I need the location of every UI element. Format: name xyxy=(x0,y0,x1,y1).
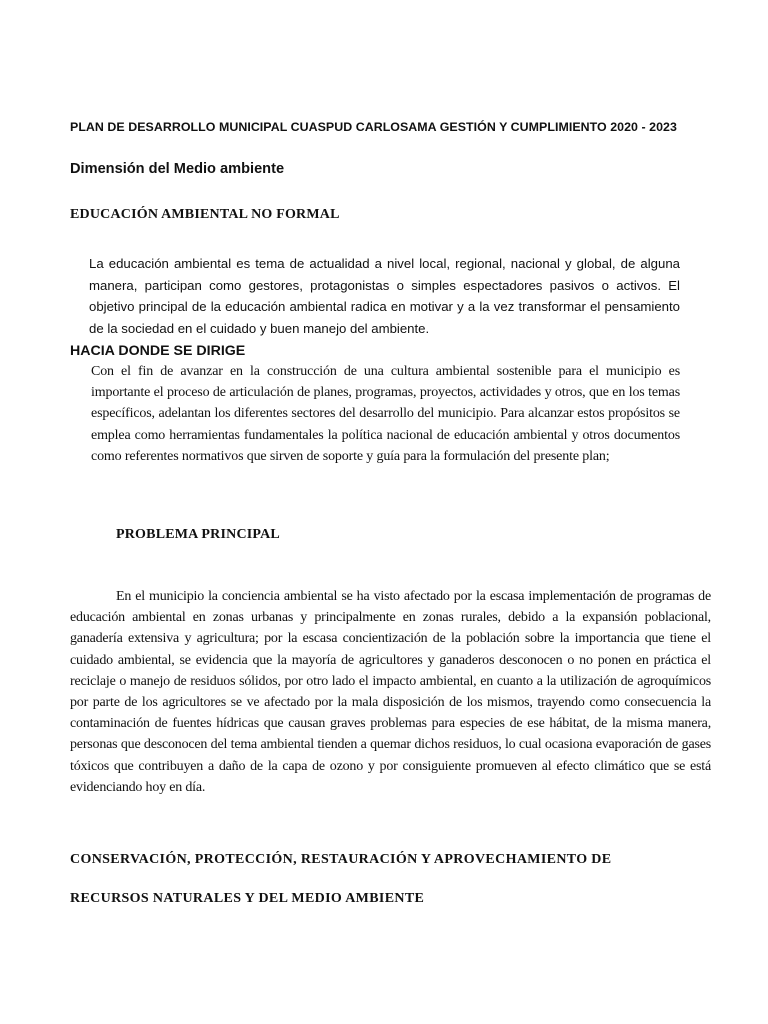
section-heading-educacion: EDUCACIÓN AMBIENTAL NO FORMAL xyxy=(70,207,340,222)
paragraph-educacion: La educación ambiental es tema de actualidad a nivel local, regional, nacional y global, de alguna manera, participan como gestores, protagonistas o simples espectadores pasivos o activos. El objetivo principal de la educación ambiental radica en motivar y a la vez transformar el pensamiento de la sociedad en el cuidado y buen manejo del ambiente. xyxy=(89,256,680,336)
dimension-heading: Dimensión del Medio ambiente xyxy=(70,161,285,177)
paragraph-hacia: Con el fin de avanzar en la construcción de una cultura ambiental sostenible para el municipio es importante el proceso de articulación de planes, programas, proyectos, actividades y otros, que en los temas específicos, adelantan los diferentes sectores del desarrollo del municipio. Para alcanzar estos propósitos se emplea como herramientas fundamentales la política nacional de educación ambiental y otros documentos como referentes normativos que sirven de soporte y guía para la formulación del presente plan; xyxy=(91,364,680,464)
section-heading-hacia: HACIA DONDE SE DIRIGE xyxy=(70,343,246,359)
section-heading-conservacion-line-2: RECURSOS NATURALES Y DEL MEDIO AMBIENTE xyxy=(70,891,425,906)
document-title: PLAN DE DESARROLLO MUNICIPAL CUASPUD CARLOSAMA GESTIÓN Y CUMPLIMIENTO 2020 - 2023 xyxy=(70,120,677,134)
section-heading-problema: PROBLEMA PRINCIPAL xyxy=(116,527,280,542)
paragraph-problema: En el municipio la conciencia ambiental se ha visto afectado por la escasa implementación de programas de educación ambiental en zonas urbanas y principalmente en zonas rurales, debido a la expansión poblacional, ganadería extensiva y agricultura; por la escasa concientización de la población sobre la importancia que tiene el cuidado ambiental, se evidencia que la mayoría de agricultores y ganaderos desconocen o no ponen en práctica el reciclaje o manejo de residuos sólidos, por otro lado el impacto ambiental, en cuanto a la utilización de agroquímicos por parte de los agricultores se ve afectado por la mala disposición de los mismos, trayendo como consecuencia la contaminación de fuentes hídricas que causan graves problemas para especies de ese hábitat, de la misma manera, personas que desconocen del tema ambiental tienden a quemar dichos residuos, lo cual ocasiona evaporación de gases tóxicos que contribuyen a daño de la capa de ozono y por consiguiente promueven al efecto climático que se está evidenciando hoy en día. xyxy=(70,589,711,795)
section-heading-conservacion-line-1: CONSERVACIÓN, PROTECCIÓN, RESTAURACIÓN Y APROVECHAMIENTO DE xyxy=(70,852,612,867)
